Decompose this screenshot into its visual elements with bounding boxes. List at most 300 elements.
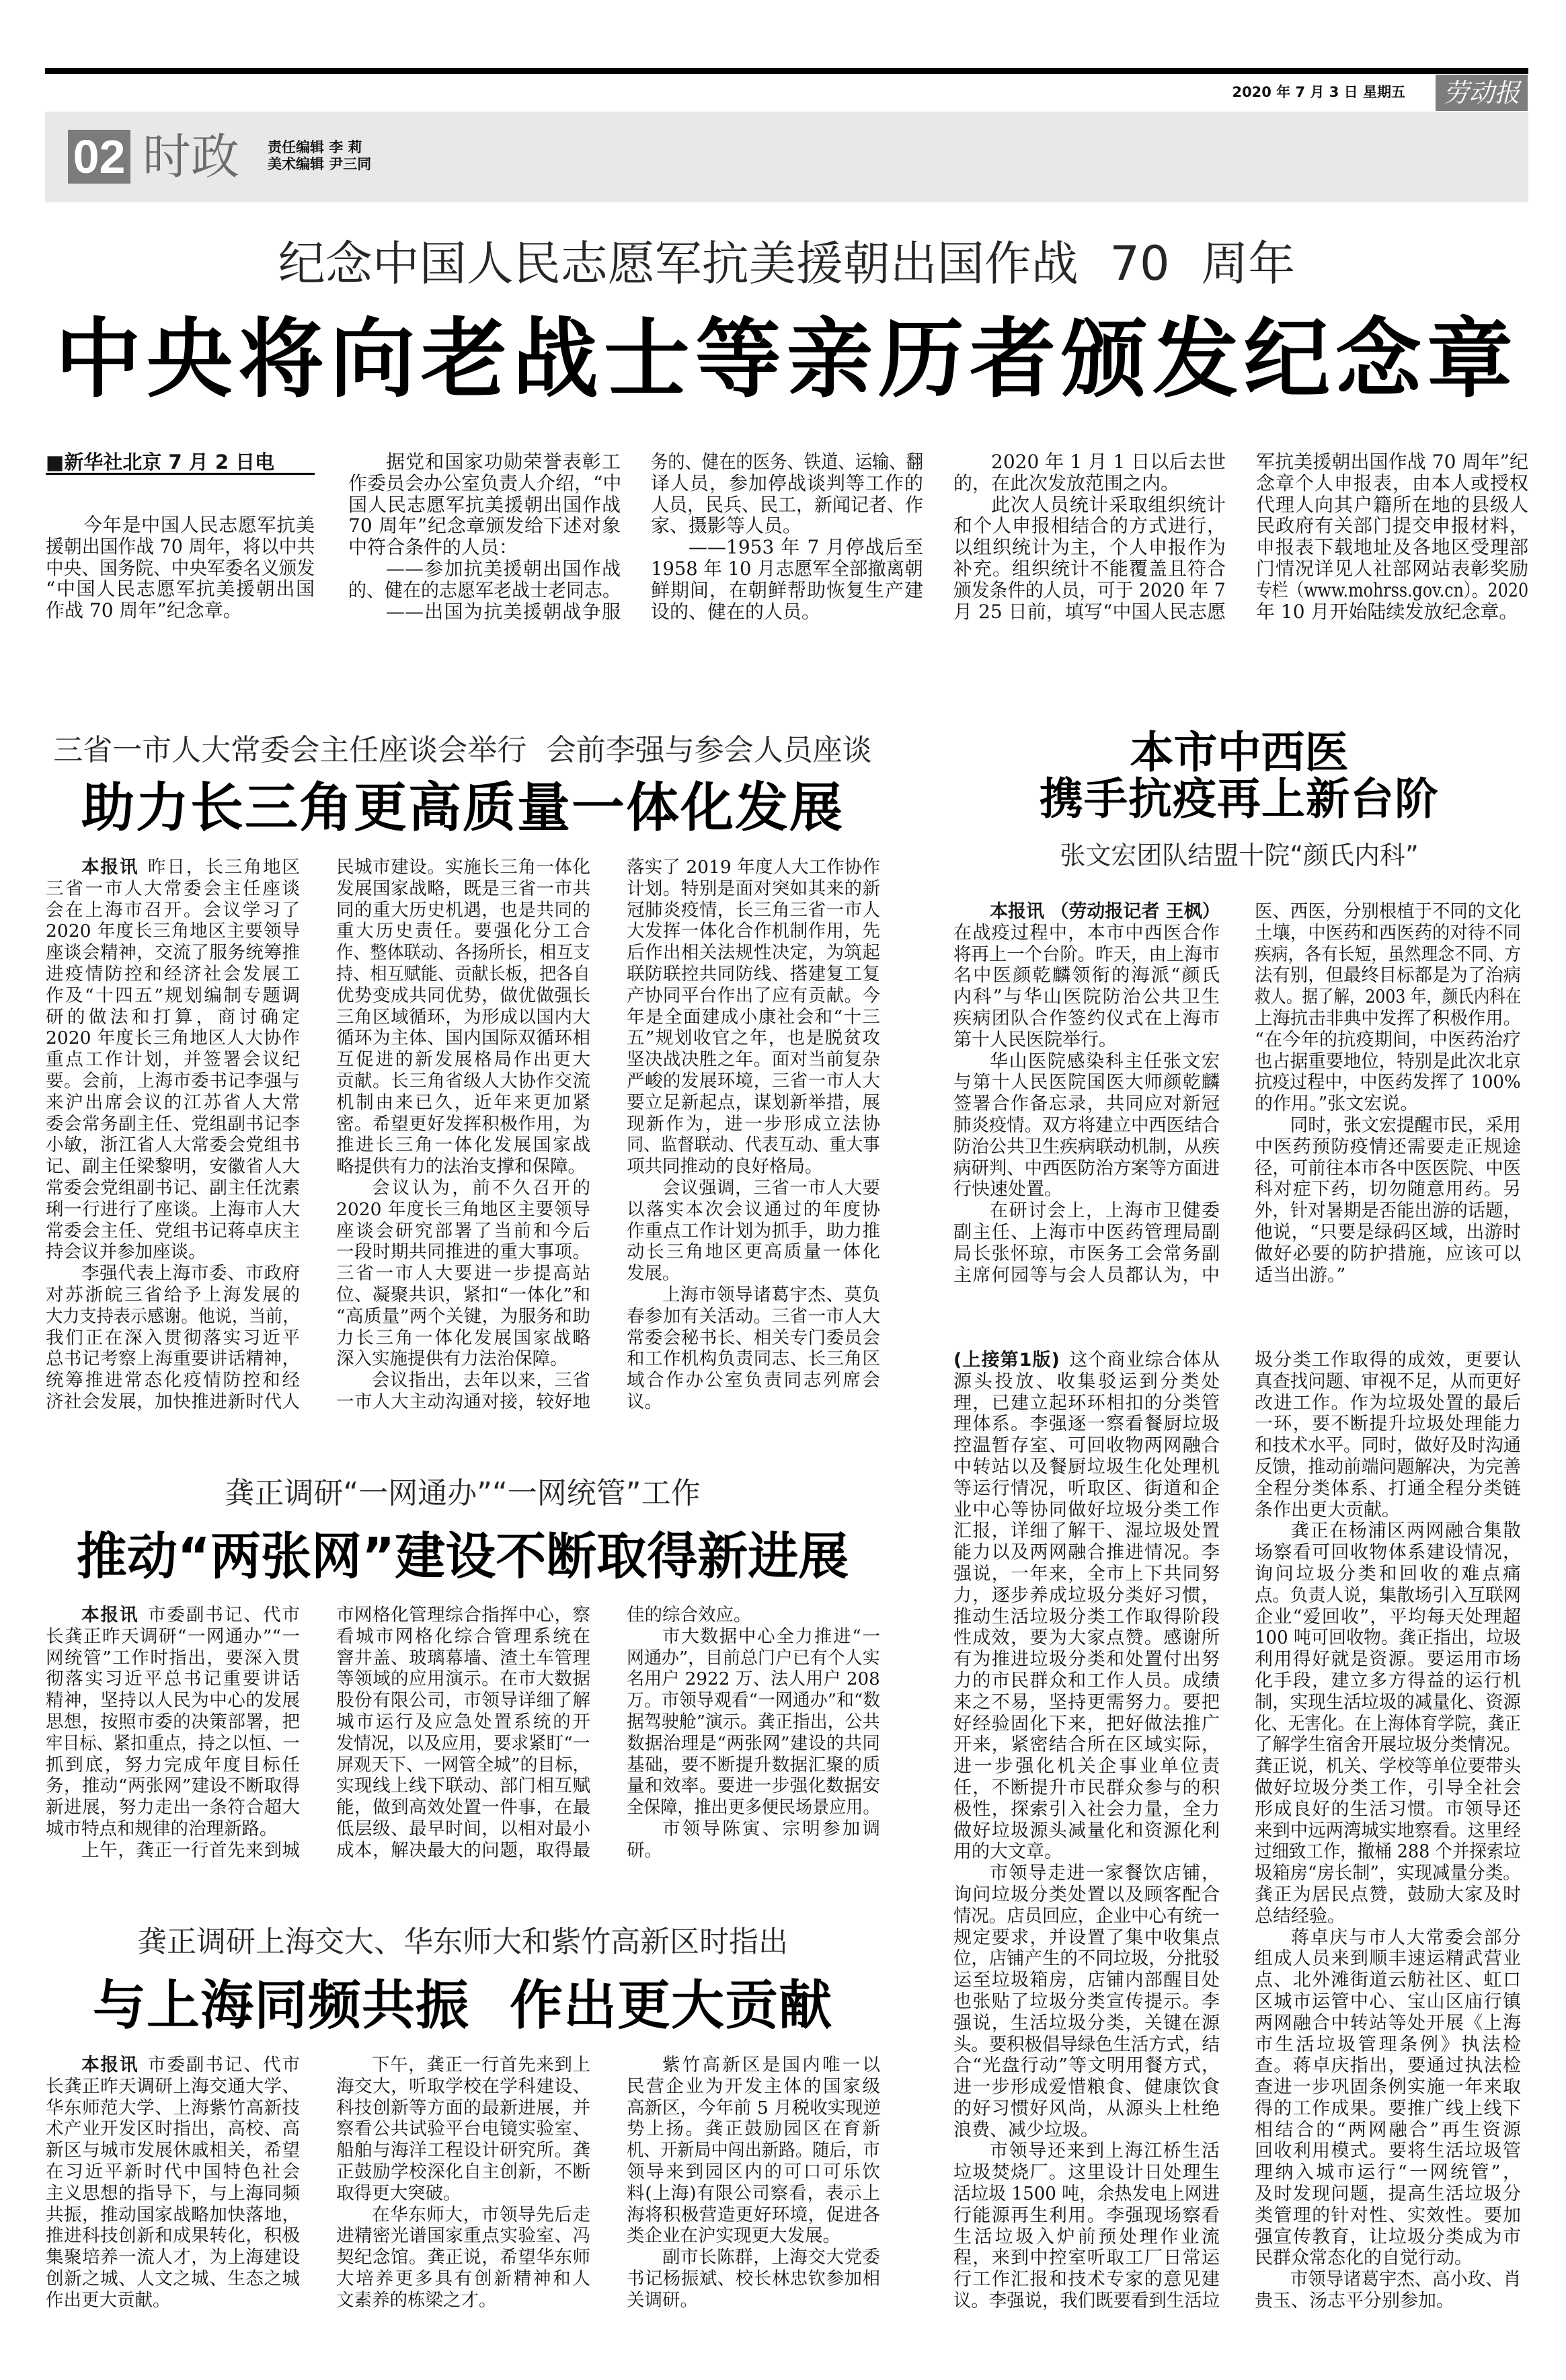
text-line: 全保障，推出更多便民场景应用。 [627, 1797, 880, 1818]
text-line: 副主任、上海市中医药管理局副 [953, 1221, 1220, 1243]
text-line: 密。希望更好发挥积极作用，为 [336, 1113, 590, 1135]
text-line: 作、整体联动、各扬所长，相互支 [336, 942, 590, 964]
text-line: 的、健在的志愿军老战士老同志。 [348, 578, 621, 601]
text-line: 防治公共卫生疾病联动机制，从疾 [953, 1136, 1220, 1157]
text-line: 行能源再生利用。李强现场察看 [953, 2204, 1220, 2226]
text-line: 代理人向其户籍所在地的县级人 [1256, 493, 1528, 516]
text-line: 强宣传教育，让垃圾分类成为市 [1255, 2226, 1521, 2248]
text-line: 座谈会精神，交流了服务统筹推 [46, 942, 300, 964]
text-line: 局长张怀琼，市医务工会常务副 [953, 1243, 1220, 1264]
text-line: 以落实本次会议通过的年度协 [627, 1198, 880, 1220]
text-line: 控温暂存室、可回收物两网融合 [953, 1435, 1220, 1457]
text-line: 外，针对暑期是否能出游的话题， [1255, 1200, 1522, 1222]
text-line: 译人员，参加停战谈判等工作的 [651, 471, 923, 494]
text-line: 作出更大贡献。 [46, 2289, 171, 2311]
text-line: 作及“十四五”规划编制专题调 [46, 985, 300, 1006]
text-line: 圾分类工作取得的成效，更要认 [1255, 1350, 1521, 1371]
text-line: 力长三角一体化发展国家战略 [336, 1327, 590, 1348]
text-line: 企业“爱回收”，平均每天处理超 [1255, 1606, 1521, 1627]
text-line: 病研判、中西医防治方案等方面进 [953, 1157, 1220, 1179]
lead-text: 这个商业综合体从 [1068, 1350, 1220, 1371]
text-line: 汇报，详细了解干、湿垃圾处置 [953, 1521, 1220, 1542]
kicker: 三省一市人大常委会主任座谈会举行 会前李强与参会人员座谈 [53, 733, 872, 767]
text-line: 中央、国务院、中央军委名义颁发 [46, 556, 315, 579]
text-line: 牢目标、紧扣重点，持之以恒、一 [46, 1732, 300, 1754]
article-column [651, 451, 923, 622]
text-line: 实现线上线下联动、部门相互赋 [336, 1775, 590, 1797]
text-line: 等领域的应用演示。在市大数据 [336, 1668, 590, 1690]
editor-credits [268, 139, 416, 173]
text-line: 会议认为，前不久召开的 [372, 1177, 590, 1198]
text-line: 互促进的新发展格局作出更大 [336, 1049, 590, 1071]
text-line: 70 周年”纪念章颁发给下述对象 [348, 514, 621, 537]
article-column [348, 451, 621, 622]
text-line: 联防联控共同防线、搭建复工复 [627, 963, 880, 985]
text-line: 和工作机构负责同志、长三角区 [627, 1348, 880, 1370]
text-line: 市生活垃圾管理条例》执法检 [1255, 2034, 1521, 2055]
text-line: 反馈，推动前端问题解决，为完善 [1255, 1456, 1522, 1477]
text-line: 中转站以及餐厨垃圾生化处理机 [953, 1456, 1220, 1477]
article-column [1255, 1350, 1521, 2312]
text-line: 家、摄影等人员。 [651, 514, 802, 537]
text-line: 民城市建设。实施长三角一体化 [336, 857, 590, 878]
text-line: 主席何园等与会人员都认为，中 [953, 1264, 1220, 1286]
text-line: 书记杨振斌、校长林忠钦参加相 [627, 2268, 880, 2289]
text-line: 抗疫过程中，中医药发挥了 100% [1255, 1072, 1521, 1093]
text-line: 会议指出，去年以来，三省 [372, 1370, 590, 1391]
lead-in: (上接第1版) [953, 1350, 1060, 1371]
lead-in: 本报讯 [81, 1605, 139, 1625]
text-line: 类管理的针对性、实效性。要加 [1255, 2204, 1521, 2226]
text-line: 上海抗击非典中发挥了积极作用。 [1255, 1007, 1522, 1029]
text-line: 五”规划收官之年，也是脱贫攻 [627, 1028, 880, 1049]
text-line: 议。 [627, 1391, 662, 1412]
text-line: 正鼓励学校深化自主创新，不断 [336, 2161, 590, 2182]
text-line: “在今年的抗疫期间，中医药治疗 [1255, 1029, 1521, 1050]
lead-in: 本报讯 [81, 2055, 139, 2075]
text-line: 主义思想的指导下，与上海同频 [46, 2182, 300, 2204]
text-line: 落实了 2019 年度人大工作协作 [627, 857, 880, 878]
text-line: “高质量”两个关键，为服务和助 [336, 1305, 590, 1327]
text-line: 申报表下载地址及各地区受理部 [1256, 536, 1528, 559]
text-line: 规定要求，并设置了集中收集点 [953, 1927, 1220, 1948]
text-line: 得的工作成果。要推广线上线下 [1255, 2098, 1521, 2119]
text-line: 疾病，各有长短，虽然理念不同、方 [1255, 944, 1522, 965]
top-rule [45, 68, 1528, 74]
text-line: 极性，探索引入社会力量，全力 [953, 1798, 1220, 1820]
text-line: 点。负责人说，集散场引入互联网 [1255, 1584, 1522, 1606]
text-line: 贡献。长三角省级人大协作交流 [336, 1070, 590, 1091]
text-line: 座谈会研究部署了当前和今后 [336, 1220, 590, 1241]
lead-text: 市委副书记、代市 [147, 1605, 301, 1625]
article-column [336, 1605, 590, 1861]
text-line: 循环为主体、国内国际双循环相 [336, 1028, 590, 1049]
text-line: 项共同推动的良好格局。 [627, 1156, 823, 1178]
text-line: 月 25 日前，填写“中国人民志愿 [953, 600, 1226, 623]
text-line: 过细致工作，撤桶 288 个并探索垃 [1255, 1841, 1521, 1863]
text-line: 2020 年 1 月 1 日以后去世 [991, 451, 1226, 473]
text-line: 能，做到高效处置一件事，在最 [336, 1797, 590, 1818]
text-line: 来到中远两湾城实地察看。这里经 [1255, 1820, 1522, 1841]
text-line: 性成效，要为大家点赞。感谢所 [953, 1627, 1220, 1649]
text-line: 思想，按照市委的决策部署，把 [46, 1711, 300, 1732]
text-line: 径，可前往本市各中医医院、中医 [1255, 1157, 1522, 1179]
text-line: 集聚培养一流人才，为上海建设 [46, 2247, 300, 2268]
text-line: 看城市网格化综合管理系统在 [336, 1625, 590, 1647]
text-line: 窨井盖、玻璃幕墙、渣土车管理 [336, 1647, 590, 1668]
text-line: 华山医院感染科主任张文宏 [990, 1050, 1220, 1072]
text-line: 垃圾焚烧厂。这里设计日处理生 [953, 2162, 1220, 2184]
text-line: 基础，要不断提升数据汇聚的质 [627, 1754, 880, 1775]
text-line: 进一步强化机关企事业单位责 [953, 1756, 1220, 1777]
text-line: 程，来到中控室听取工厂日常运 [953, 2248, 1220, 2269]
text-line: 法有别，但最终目标都是为了治病 [1255, 965, 1522, 987]
text-line: 力的市民群众和工作人员。成绩 [953, 1670, 1220, 1691]
text-line: 优势变成共同优势，做优做强长 [336, 985, 590, 1006]
text-line: 李强代表上海市委、市政府 [81, 1263, 300, 1284]
text-line: 发情况，以及应用，要求紧盯“一 [336, 1732, 590, 1754]
text-line: 有为推进垃圾分类和处置付出努 [953, 1649, 1220, 1671]
text-line: 1958 年 10 月志愿军全部撤离朝 [651, 557, 923, 580]
responsible-editor: 责任编辑 李 莉 [268, 139, 362, 155]
text-line: 龚正为居民点赞，鼓励大家及时 [1255, 1884, 1521, 1905]
text-line: 场察看可回收物体系建设情况， [1255, 1542, 1521, 1564]
text-line: 化、无害化。在上海体育学院，龚正 [1255, 1713, 1522, 1734]
page-number-badge: 02 [68, 130, 130, 184]
text-line: 名用户 2922 万、法人用户 208 [627, 1668, 880, 1690]
text-line: 蒋卓庆与市人大常委会部分 [1291, 1927, 1521, 1948]
text-line: 理，已建立起环环相扣的分类管 [953, 1392, 1220, 1414]
text-line: 海将积极营造更好环境，促进各 [627, 2204, 880, 2225]
text-line: 强说，生活垃圾分类，关键在源 [953, 2012, 1220, 2034]
text-line: ——1953 年 7 月停战后至 [689, 536, 923, 559]
text-line: 副市长陈群，上海交大党委 [662, 2247, 880, 2268]
text-line: 人员，民兵、民工，新闻记者、作 [651, 493, 924, 516]
text-line: 名中医颜乾麟领衔的海派“颜氏 [953, 965, 1220, 987]
text-line: 大发挥一体化合作机制作用，先 [627, 921, 880, 942]
text-line: 机制由来已久，近年来更加紧 [336, 1091, 590, 1113]
text-line: 的作用。”张文宏说。 [1255, 1093, 1419, 1115]
text-line: 万。市领导观看“一网通办”和“数 [627, 1690, 881, 1712]
text-line: 位、凝聚共识，紧扣“一体化”和 [336, 1284, 590, 1305]
text-line: 任，不断提升市民群众参与的积 [953, 1777, 1220, 1798]
text-line: 化手段，建立多方得益的运行机 [1255, 1670, 1521, 1691]
text-line: 头。要积极倡导绿色生活方式，结 [953, 2034, 1220, 2055]
text-line: 合“光盘行动”等文明用餐方式， [953, 2055, 1220, 2077]
text-line: 术产业开发区时指出，高校、高 [46, 2118, 300, 2140]
text-line: 民政府有关部门提交申报材料， [1256, 514, 1528, 537]
text-line: 的好习惯好风尚，从源头上杜绝 [953, 2098, 1220, 2119]
text-line: 强说，一年来，全市上下共同努 [953, 1563, 1220, 1584]
text-line: 利用得好就是资源。要运用市场 [1255, 1649, 1521, 1671]
text-line: 常委会秘书长、相关专门委员会 [627, 1327, 880, 1348]
dateline: ■新华社北京 7 月 2 日电 [46, 451, 315, 475]
article-column [336, 857, 590, 1413]
headline: 推动“两张网”建设不断取得新进展 [76, 1527, 849, 1586]
text-line: 抓到底，努力完成年度目标任 [46, 1754, 300, 1775]
text-line: 情况。店员回应，企业中心有统一 [953, 1905, 1220, 1927]
text-line: 龚正说，机关、学校等单位要带头 [1255, 1756, 1522, 1777]
text-line: 现新作为，进一步形成立法协 [627, 1113, 880, 1135]
text-line: 议。李强说，我们既要看到生活垃 [953, 2291, 1220, 2312]
text-line: 开来，紧密结合所在区域实际， [953, 1734, 1220, 1756]
text-line: 佳的综合效应。 [627, 1605, 752, 1625]
text-line: 严峻的发展环境，三省一市人大 [627, 1070, 880, 1091]
text-line: 下午，龚正一行首先来到上 [372, 2055, 590, 2075]
text-line: 推动生活垃圾分类工作取得阶段 [953, 1606, 1220, 1627]
text-line: 救人。据了解，2003 年，颜氏内科在 [1255, 987, 1522, 1008]
text-line: 好经验固化下来，把好做法推广 [953, 1713, 1220, 1734]
text-line: ——出国为抗美援朝战争服 [386, 600, 621, 623]
text-line: 业中心等协同做好垃圾分类工作 [953, 1499, 1220, 1521]
lead-in: 本报讯 [81, 857, 139, 878]
art-editor: 美术编辑 尹三同 [268, 156, 372, 172]
text-line [46, 1605, 300, 1626]
text-line: 取得更大突破。 [336, 2182, 461, 2204]
section-name: 时政 [143, 128, 240, 185]
text-line: 华东师范大学、上海紫竹高新技 [46, 2097, 300, 2118]
text-line: 念章个人申报表，由本人或授权 [1256, 471, 1528, 494]
text-line: 大力支持表示感谢。他说，当前， [46, 1305, 300, 1327]
text-line: 100 吨可回收物。龚正指出，垃圾 [1255, 1627, 1522, 1649]
text-line: 发展国家战略，既是三省一市共 [336, 878, 590, 899]
text-line: 长龚正昨天调研“一网通办”“一 [46, 1625, 300, 1647]
text-line: 领导来到园区内的可口可乐饮 [627, 2161, 880, 2182]
text-line: 2020 年度长三角地区人大协作 [46, 1028, 300, 1049]
text-line: 大培养更多具有创新精神和人 [336, 2268, 590, 2289]
text-line: 组成人员来到顺丰速运精武营业 [1255, 1948, 1521, 1970]
text-line: 上午，龚正一行首先来到城 [81, 1839, 300, 1861]
text-line: 条作出更大贡献。 [1255, 1499, 1400, 1521]
text-line: 土壤，中医药和西医药的对待不同 [1255, 922, 1522, 944]
text-line: 理纳入城市运行“一网统管”， [1255, 2162, 1521, 2184]
text-line: 琍一行进行了座谈。上海市人大 [46, 1198, 300, 1220]
text-line: 回收利用模式。要将生活垃圾管 [1255, 2141, 1521, 2162]
text-line: 理体系。李强逐一察看餐厨垃圾 [953, 1414, 1220, 1435]
text-line: 网通办”，目前总门户已有个人实 [627, 1647, 880, 1668]
text-line: 屏观天下、一网管全城”的目标， [336, 1754, 590, 1775]
text-line: 会议强调，三省一市人大要 [662, 1177, 880, 1198]
text-line: 今年是中国人民志愿军抗美 [83, 514, 315, 536]
article-column [627, 1605, 880, 1861]
text-line: 务的、健在的医务、铁道、运输、翻 [651, 451, 924, 473]
text-line: ——参加抗美援朝出国作战 [386, 557, 621, 580]
text-line: 年 10 月开始陆续发放纪念章。 [1256, 600, 1518, 623]
text-line: 以组织统计为主，个人申报作为 [953, 536, 1226, 559]
text-line [953, 1350, 1220, 1371]
text-line: 对苏浙皖三省给予上海发展的 [46, 1284, 300, 1305]
text-line: 海交大，听取学校在学科建设、 [336, 2075, 590, 2097]
text-line: 中符合条件的人员： [348, 536, 518, 559]
text-line: 持会议并参加座谈。 [46, 1241, 206, 1263]
text-line: 统筹推进常态化疫情防控和经 [46, 1370, 300, 1391]
text-line: 作战 70 周年”纪念章。 [46, 599, 242, 622]
text-line: 推进长三角一体化发展国家战 [336, 1135, 590, 1156]
text-line: 龚正在杨浦区两网融合集散 [1291, 1521, 1521, 1542]
text-line: 国人民志愿军抗美援朝出国作战 [348, 493, 621, 516]
text-line: 务，推动“两张网”建设不断取得 [46, 1775, 300, 1797]
text-line: 三省一市人大常委会主任座谈 [46, 878, 300, 899]
newspaper-logo: 劳动报 [1436, 75, 1528, 111]
text-line: 进一步形成爱惜粮食、健康饮食 [953, 2077, 1220, 2098]
text-line: 深入实施提供有力法治保障。 [336, 1348, 568, 1370]
text-line: 据驾驶舱”演示。龚正指出，公共 [627, 1711, 880, 1732]
article-column [953, 901, 1220, 1286]
text-line: 动长三角地区更高质量一体化 [627, 1241, 880, 1263]
text-line: 研的做法和打算，商讨确定 [46, 1006, 300, 1028]
text-line: 源头投放、收集驳运到分类处 [953, 1371, 1220, 1392]
text-line: 行快速处置。 [953, 1179, 1062, 1200]
text-line: 他说，“只要是绿码区域，出游时 [1255, 1221, 1521, 1243]
text-line: 了解学生宿舍开展垃圾分类情况。 [1255, 1734, 1522, 1756]
text-line: 活垃圾 1500 吨，余热发电上网进 [953, 2184, 1220, 2205]
text-line: 量和效率。要进一步强化数据安 [627, 1775, 880, 1797]
text-line: 创新之城、人文之城、生态之城 [46, 2268, 300, 2289]
text-line: 一环，要不断提升垃圾处理能力 [1255, 1414, 1521, 1435]
text-line: 在研讨会上，上海市卫健委 [990, 1200, 1220, 1222]
text-line: 鲜期间，在朝鲜帮助恢复生产建 [651, 578, 923, 601]
text-line: 成本，解决最大的问题，取得最 [336, 1839, 590, 1861]
text-line: 推进科技创新和成果转化，积极 [46, 2225, 300, 2247]
text-line: 也占据重要地位，特别是此次北京 [1255, 1050, 1522, 1072]
text-line: 询问垃圾分类和回收的难点痛 [1255, 1563, 1521, 1584]
text-line: 类企业在沪实现更大发展。 [627, 2225, 840, 2247]
text-line: 年是全面建成小康社会和“十三 [627, 1006, 880, 1028]
article-column [46, 2055, 300, 2311]
text-line: 做好垃圾源头减量化和资源化利 [953, 1820, 1220, 1841]
article-column [336, 2055, 590, 2311]
text-line: 作委员会办公室负责人介绍，“中 [348, 471, 622, 494]
text-line: 料(上海)有限公司察看，表示上 [627, 2182, 880, 2204]
text-line: 运至垃圾箱房，店铺内部醒目处 [953, 1970, 1220, 1991]
text-line: 总结经验。 [1255, 1905, 1345, 1927]
article-column [1256, 451, 1528, 622]
text-line: 浪费、减少垃圾。 [953, 2119, 1099, 2141]
text-line: 紫竹高新区是国内唯一以 [662, 2055, 880, 2075]
text-line: 网统管”工作时指出，要深入贯 [46, 1647, 300, 1668]
text-line: 位，店铺产生的不同垃圾，分批驳 [953, 1948, 1220, 1970]
kicker: 龚正调研上海交大、华东师大和紫竹高新区时指出 [137, 1925, 788, 1959]
text-line: 会在上海市召开。会议学习了 [46, 899, 300, 921]
text-line: 机、开新局中闯出新路。随后，市 [627, 2140, 880, 2161]
article-column [1255, 901, 1521, 1286]
text-line: 门情况详见人社部网站表彰奖励 [1256, 557, 1528, 580]
text-line: 势上扬。龚正鼓励园区在育新 [627, 2118, 880, 2140]
text-line: 在战疫过程中，本市中西医合作 [953, 922, 1220, 944]
text-line: 行工作汇报和技术专家的意见建 [953, 2269, 1220, 2291]
text-line: 新区与城市发展休戚相关，希望 [46, 2140, 300, 2161]
text-line: 市领导诸葛宇杰、高小玫、肖 [1290, 2269, 1522, 2291]
lead-text: 昨日，长三角地区 [147, 857, 301, 878]
text-line: 中医药预防疫情还需要走正规途 [1255, 1136, 1521, 1157]
text-line [46, 857, 300, 878]
text-line: 改进工作。作为垃圾处置的最后 [1255, 1392, 1521, 1414]
text-line: 将再上一个台阶。昨天，由上海市 [953, 944, 1220, 965]
text-line: 新进展，努力走出一条符合超大 [46, 1797, 300, 1818]
article-column [46, 857, 300, 1413]
text-line: 记、副主任梁黎明，安徽省人大 [46, 1156, 300, 1178]
text-line: 适当出游。” [1255, 1264, 1346, 1286]
text-line: 的，在此次发放范围之内。 [953, 471, 1180, 494]
text-line: 贵玉、汤志平分别参加。 [1255, 2291, 1454, 2312]
subtitle: 张文宏团队结盟十院“颜氏内科” [1060, 841, 1419, 870]
text-line: 颁发条件的人员，可于 2020 年 7 [953, 578, 1226, 601]
text-line: 重点工作计划，并签署会议纪 [46, 1049, 300, 1071]
text-line: 医、西医，分别根植于不同的文化 [1255, 901, 1522, 922]
text-line: 签署合作备忘录，共同应对新冠 [953, 1093, 1220, 1115]
text-line: 一市人大主动沟通对接，较好地 [336, 1391, 590, 1412]
text-line: 军抗美援朝出国作战 70 周年”纪 [1256, 451, 1528, 473]
text-line: 我们正在深入贯彻落实习近平 [46, 1327, 300, 1348]
text-line: 2020 年度长三角地区主要领导 [336, 1198, 590, 1220]
text-line: 察看公共试验平台电镜实验室、 [336, 2118, 590, 2140]
text-line: 同的重大历史机遇，也是共同的 [336, 899, 590, 921]
text-line: 数据治理是“两张网”建设的共同 [627, 1732, 880, 1754]
kicker: 纪念中国人民志愿军抗美援朝出国作战 70 周年 [278, 236, 1296, 291]
text-line: 查。蒋卓庆指出，要通过执法检 [1255, 2055, 1521, 2077]
text-line: 市领导走进一家餐饮店铺， [990, 1863, 1220, 1884]
headline-line-1: 本市中西医 [1130, 728, 1349, 778]
text-line: 三省一市人大要进一步提高站 [336, 1263, 590, 1284]
text-line: 济社会发展，加快推进新时代人 [46, 1391, 300, 1412]
headline: 与上海同频共振 作出更大贡献 [92, 1974, 833, 2036]
text-line: 来沪出席会议的江苏省人大常 [46, 1091, 300, 1113]
text-line: 低层级、最早时间，以相对最小 [336, 1818, 590, 1839]
text-line: 后作出相关法规性决定，为筑起 [627, 942, 880, 964]
text-line: 冠肺炎疫情，长三角三省一市人 [627, 899, 880, 921]
text-line: 城市运行及应急处置系统的开 [336, 1711, 590, 1732]
text-line: 略提供有力的法治支撑和保障。 [336, 1156, 586, 1178]
text-line: 常委会党组副书记、副主任沈素 [46, 1177, 300, 1198]
text-line: 能力以及两网融合推进情况。李 [953, 1542, 1220, 1564]
text-line: 内科”与华山医院防治公共卫生 [953, 987, 1220, 1008]
text-line: 常委会主任、党组书记蒋卓庆主 [46, 1220, 300, 1241]
text-line: 及时发现问题，提高生活垃圾分 [1255, 2184, 1521, 2205]
text-line: 与第十人民医院国医大师颜乾麟 [953, 1072, 1220, 1093]
text-line: 总书记考察上海重要讲话精神， [46, 1348, 300, 1370]
headline-line-2: 携手抗疫再上新台阶 [1039, 774, 1439, 824]
text-line: 彻落实习近平总书记重要讲话 [46, 1668, 300, 1690]
article-column [627, 857, 880, 1413]
text-line: 高新区，今年前 5 月税收实现逆 [627, 2097, 882, 2118]
text-line: 肺炎疫情。双方将建立中西医结合 [953, 1114, 1220, 1136]
text-line: 2020 年度长三角地区主要领导 [46, 921, 300, 942]
text-line: 域合作办公室负责同志列席会 [627, 1370, 880, 1391]
text-line: 研。 [627, 1839, 662, 1861]
text-line: 要。会前，上海市委书记李强与 [46, 1070, 300, 1091]
text-line: 同、监督联动、代表互动、重大事 [627, 1135, 880, 1156]
text-line: 市网格化管理综合指挥中心，察 [336, 1605, 590, 1625]
text-line: 市领导还来到上海江桥生活 [990, 2141, 1220, 2162]
text-line: 春参加有关活动。三省一市人大 [627, 1305, 880, 1327]
text-line: 和个人申报相结合的方式进行， [953, 514, 1226, 537]
text-line: 询问垃圾分类处置以及顾客配合 [953, 1884, 1220, 1905]
text-line: 设的、健在的人员。 [651, 600, 821, 623]
issue-date: 2020 年 7 月 3 日 星期五 [1232, 84, 1405, 100]
headline: 助力长三角更高质量一体化发展 [81, 777, 844, 839]
kicker: 龚正调研“一网通办”“一网统管”工作 [225, 1476, 701, 1510]
article-column [953, 451, 1226, 622]
text-line: 要立足新起点，谋划新举措，展 [627, 1091, 880, 1113]
text-line: 契纪念馆。龚正说，希望华东师 [336, 2247, 590, 2268]
text-line: 用的大文章。 [953, 1841, 1062, 1863]
text-line: 两网融合中转站等处开展《上海 [1255, 2012, 1521, 2034]
text-line: 做好必要的防护措施，应该可以 [1255, 1243, 1521, 1264]
text-line: 持、相互赋能、贡献长板，把各自 [336, 963, 590, 985]
text-line: 据党和国家功勋荣誉表彰工 [386, 451, 621, 473]
text-line: 进疫情防控和经济社会发展工 [46, 963, 300, 985]
text-line: 点、北外滩街道云舫社区、虹口 [1255, 1970, 1521, 1991]
